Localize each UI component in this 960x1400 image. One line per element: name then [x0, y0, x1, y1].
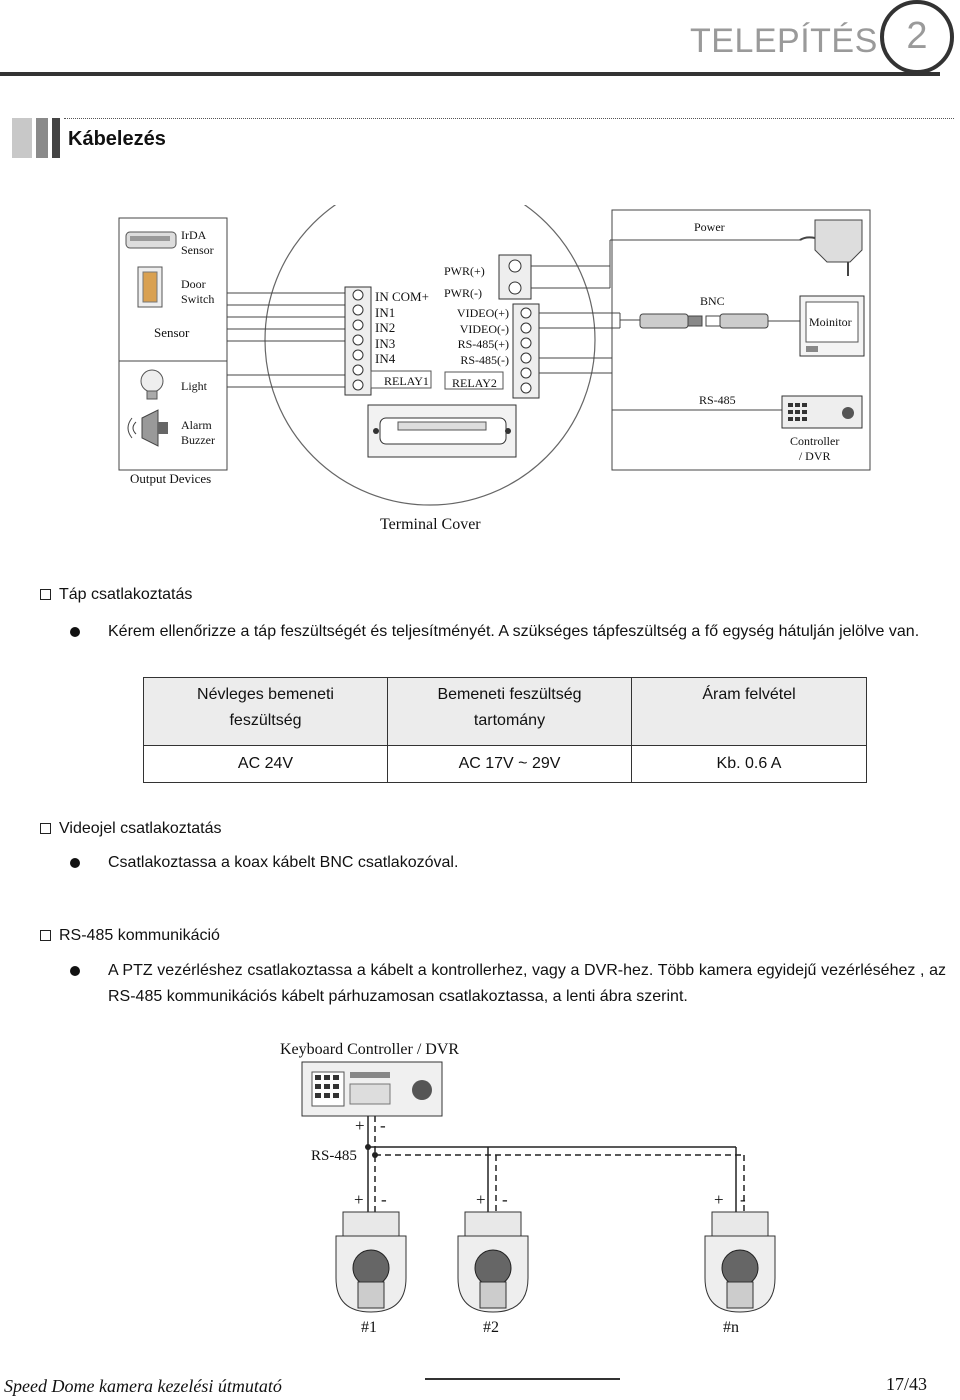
table-cell: AC 24V: [144, 746, 388, 783]
sensor-group-label: Sensor: [154, 325, 190, 340]
footer-rule: [425, 1378, 620, 1380]
power-text: Kérem ellenőrizze a táp feszültségét és teljesítményét. A szükséges tápfeszültség a fő egység hátulján jelölve van.: [108, 623, 920, 640]
controller-label: Controller / DVR: [790, 434, 840, 463]
dome-camera-icon: [458, 1212, 528, 1312]
table-cell: AC 17V ~ 29V: [388, 746, 632, 783]
door-label: Door Switch: [181, 277, 215, 306]
section-marker-icon: [12, 118, 64, 158]
rs485-wire-label: RS-485: [699, 393, 736, 407]
dome-camera-icon: [705, 1212, 775, 1312]
irda-label: IrDA Sensor: [181, 228, 214, 257]
checkbox-icon: [40, 930, 51, 941]
input-terminal-labels: IN COM+ IN1 IN2 IN3 IN4: [375, 289, 429, 366]
minus-label: -: [740, 1190, 746, 1209]
section-rule: [64, 118, 954, 119]
table-cell: Kb. 0.6 A: [632, 746, 867, 783]
dome-camera-icon: [336, 1212, 406, 1312]
relay2-label: RELAY2: [452, 376, 497, 390]
checkbox-icon: [40, 823, 51, 834]
plus-label: +: [355, 1116, 365, 1135]
camera-2-label: #2: [483, 1319, 499, 1336]
bullet-icon: [70, 858, 80, 868]
chapter-title: TELEPÍTÉS: [690, 22, 878, 60]
plus-label: +: [714, 1190, 724, 1209]
rs485-text: A PTZ vezérléshez csatlakoztassa a kábelt a kontrollerhez, vagy a DVR-hez. Több kamera egyidejű vezérléséhez , az RS-485 kommunikációs kábelt párhuzamosan csatlakoztassa, a lenti ábra szerint.: [108, 962, 946, 1005]
rs485-heading: RS-485 kommunikáció: [40, 927, 220, 945]
bullet-icon: [70, 966, 80, 976]
table-header-cell: Névleges bemeneti feszültség: [144, 678, 388, 746]
header-rule: [0, 72, 940, 76]
light-label: Light: [181, 379, 207, 393]
video-text: Csatlakoztassa a koax kábelt BNC csatlakozóval.: [108, 854, 459, 871]
plus-label: +: [354, 1190, 364, 1209]
power-terminal-labels: PWR(+) PWR(-): [444, 264, 485, 300]
power-heading: Táp csatlakoztatás: [40, 586, 192, 604]
rs485-bus-label: RS-485: [311, 1148, 357, 1164]
camera-1-label: #1: [361, 1319, 377, 1336]
keyboard-controller-label: Keyboard Controller / DVR: [280, 1041, 460, 1058]
terminal-cover-label: Terminal Cover: [380, 516, 481, 533]
power-label: Power: [694, 220, 725, 234]
plus-label: +: [476, 1190, 486, 1209]
bnc-label: BNC: [700, 294, 725, 308]
relay1-label: RELAY1: [384, 374, 429, 388]
monitor-label: Moinitor: [809, 315, 852, 329]
power-spec-table: [143, 677, 867, 783]
manual-title: Speed Dome kamera kezelési útmutató: [4, 1376, 282, 1396]
alarm-label: Alarm Buzzer: [181, 418, 215, 447]
table-header-cell: Áram felvétel: [632, 678, 867, 746]
table-header-cell: Bemeneti feszültség tartomány: [388, 678, 632, 746]
video-heading: Videojel csatlakoztatás: [40, 820, 221, 838]
minus-label: -: [381, 1190, 387, 1209]
bullet-icon: [70, 627, 80, 637]
checkbox-icon: [40, 589, 51, 600]
section-title: Kábelezés: [68, 128, 166, 150]
wiring-diagram: [110, 205, 880, 545]
camera-n-label: #n: [723, 1319, 739, 1336]
signal-terminal-labels: VIDEO(+) VIDEO(-) RS-485(+) RS-485(-): [456, 306, 509, 367]
chapter-number: 2: [880, 0, 954, 74]
minus-label: -: [502, 1190, 508, 1209]
page-number: 17/43: [886, 1374, 928, 1394]
output-devices-label: Output Devices: [130, 471, 212, 486]
minus-label: -: [380, 1116, 386, 1135]
